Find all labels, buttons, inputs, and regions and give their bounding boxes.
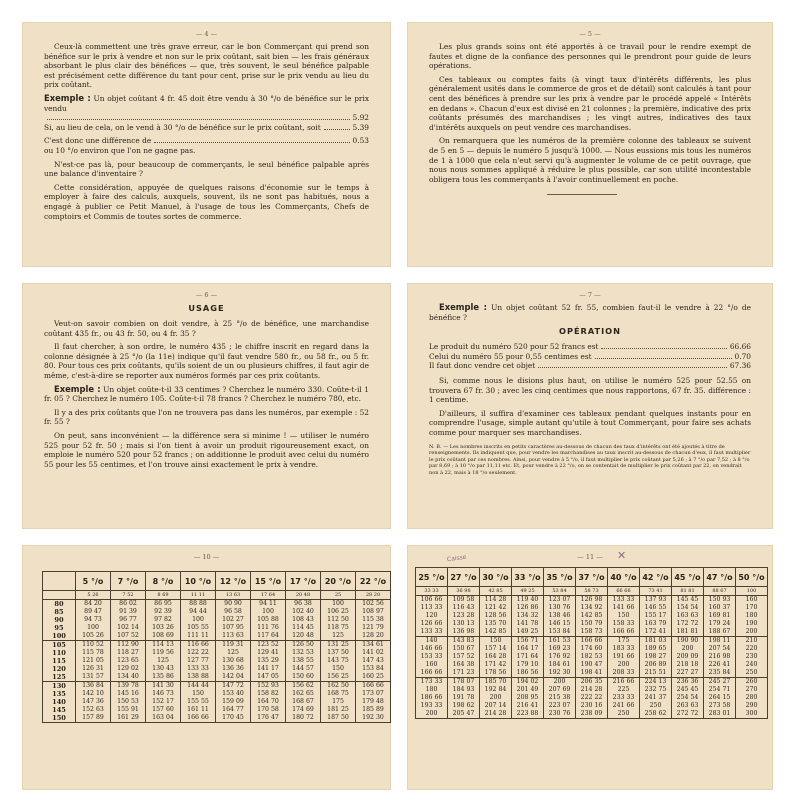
multiplier-cell: 42 85 bbox=[480, 587, 512, 596]
operation-value: 66.66 bbox=[729, 342, 751, 352]
operation-line: Il faut donc vendre cet objet bbox=[429, 361, 536, 371]
rate-header: 12 °/o bbox=[216, 572, 251, 591]
operation-value: 0.70 bbox=[734, 351, 751, 361]
multiplier-cell: 20 48 bbox=[286, 591, 321, 600]
example-text: Un objet coûte-t-il 33 centimes ? Cherchez le numéro 330. Coûte-t-il 1 fr. 05 ? Cherchez le numéro 105. Coûte-t-il 78 francs ? Cherchez le numéro 780, etc. bbox=[44, 384, 369, 404]
table-cell: 114 13 119 56 125 130 43 135 86 bbox=[146, 641, 181, 682]
multiplier-cell: 11 11 bbox=[181, 591, 216, 600]
multiplier-cell: 88 67 bbox=[704, 587, 736, 596]
page-4 bbox=[22, 22, 391, 267]
rate-header: 5 °/o bbox=[76, 572, 111, 591]
paragraph: Veut-on savoir combien on doit vendre, à 25 °/o de bénéfice, une marchandise coûtant 435 fr., ou 43 fr. 50, ou 4 fr. 35 ? bbox=[44, 319, 369, 338]
multiplier-cell: 17 64 bbox=[251, 591, 286, 600]
multiplier-cell: 58 73 bbox=[576, 587, 608, 596]
divider bbox=[547, 194, 617, 195]
table-cell: 181 03 189 65 198 27 206 89 215 51 bbox=[640, 637, 672, 678]
example-label: Exemple : bbox=[44, 92, 91, 103]
rate-header: 22 °/o bbox=[356, 572, 391, 591]
table-cell: 136 84 142 10 147 36 152 63 157 89 bbox=[76, 682, 111, 723]
rate-header: 35 °/o bbox=[544, 568, 576, 587]
rate-header: 40 °/o bbox=[608, 568, 640, 587]
table-cell: 86 02 91 39 96 77 102 14 107 52 bbox=[111, 600, 146, 641]
table-cell: 245 27 254 71 264 15 273 58 283 01 bbox=[704, 678, 736, 719]
multiplier-cell: 7 52 bbox=[111, 591, 146, 600]
page-number: — 6 — bbox=[195, 291, 218, 299]
table-cell: 84 20 89 47 94 73 100 105 26 bbox=[76, 600, 111, 641]
page-number: — 4 — bbox=[195, 30, 218, 38]
multiplier-cell: 8 69 bbox=[146, 591, 181, 600]
table-cell: 166 66 173 07 179 48 185 89 192 30 bbox=[356, 682, 391, 723]
page-number: — 10 — bbox=[193, 553, 220, 561]
table-cell: 137 93 146 55 155 17 163 79 172 41 bbox=[640, 596, 672, 637]
table-cell: 110 52 115 78 121 05 126 31 131 57 bbox=[76, 641, 111, 682]
table-cell: 86 95 92 39 97 82 103 26 108 69 bbox=[146, 600, 181, 641]
cost-number-cell: 105 110 115 120 125 bbox=[43, 641, 76, 682]
multiplier-cell: 28 20 bbox=[356, 591, 391, 600]
table-cell: 116 66 122 22 127 77 133 33 138 88 bbox=[181, 641, 216, 682]
table-cell: 161 53 169 23 176 92 184 61 192 30 bbox=[544, 637, 576, 678]
table-cell: 210 220 230 240 250 bbox=[736, 637, 768, 678]
rate-header: 17 °/o bbox=[286, 572, 321, 591]
table-cell: 185 70 192 84 200 207 14 214 28 bbox=[480, 678, 512, 719]
rate-header: 27 °/o bbox=[448, 568, 480, 587]
operation-line: Celui du numéro 55 pour 0,55 centimes est bbox=[429, 351, 592, 361]
table-cell: 114 28 121 42 128 56 135 70 142 85 bbox=[480, 596, 512, 637]
table-cell: 112 90 118 27 123 65 129 02 134 40 bbox=[111, 641, 146, 682]
example-text: Un objet coûtant 52 fr. 55, combien faut-il le vendre à 22 °/o de bénéfice ? bbox=[429, 303, 752, 322]
rate-header: 10 °/o bbox=[181, 572, 216, 591]
table-cell: 178 07 184 93 191 78 198 62 205 47 bbox=[448, 678, 480, 719]
table-cell: 145 45 154 54 163 63 172 72 181 81 bbox=[672, 596, 704, 637]
table-cell: 175 183 33 191 66 200 208 33 bbox=[608, 637, 640, 678]
calc-value: 0.53 bbox=[352, 136, 369, 146]
table-cell: 144 44 150 155 55 161 11 166 66 bbox=[181, 682, 216, 723]
rate-header: 42 °/o bbox=[640, 568, 672, 587]
page-number: — 5 — bbox=[579, 30, 601, 38]
paragraph: Ces tableaux ou comptes faits (à vingt taux d'intérêts différents, les plus généralement usités dans le commerce de gros et de détail) sont calculés à tant pour cent des bénéfices à prendre sur les prix à vendre par le procédé appelé « Intérêts en dedans ». Chacun d'eux est divisé en 21 colonnes ; la première, indicative des prix coûtants présumés des marchandises ; les vingt autres, indicatives des taux d'intérêts auxquels on peut vendre ces marchandises. bbox=[429, 74, 751, 132]
rate-header: 50 °/o bbox=[736, 568, 768, 587]
table-cell: 143 83 150 67 157 52 164 38 171 23 bbox=[448, 637, 480, 678]
multiplier-cell: 25 bbox=[321, 591, 356, 600]
calc-line: Si, au lieu de cela, on le vend à 30 °/o de bénéfice sur le prix coûtant, soit bbox=[44, 122, 321, 132]
table-cell: 152 93 158 82 164 70 170 58 176 47 bbox=[251, 682, 286, 723]
table-cell: 131 25 137 50 143 75 150 156 25 bbox=[321, 641, 356, 682]
table-cell: 147 72 153 40 159 09 164 77 170 45 bbox=[216, 682, 251, 723]
cost-number-cell: 80 85 90 95 100 bbox=[43, 600, 76, 641]
table-cell: 156 62 162 65 168 67 174 69 180 72 bbox=[286, 682, 321, 723]
table-cell: 224 13 232 75 241 37 250 258 62 bbox=[640, 678, 672, 719]
table-cell: 140 146 66 153 33 160 166 66 bbox=[416, 637, 448, 678]
page-number: — 11 — bbox=[577, 553, 603, 561]
rate-header: 15 °/o bbox=[251, 572, 286, 591]
table-cell: 123 52 129 41 135 29 141 17 147 05 bbox=[251, 641, 286, 682]
example-text: Un objet coûtant 4 fr. 45 doit être vendu à 30 °/o de bénéfice sur le prix vendu bbox=[44, 93, 369, 113]
table-cell: 94 11 100 105 88 111 76 117 64 bbox=[251, 600, 286, 641]
table-cell: 206 35 214 28 222 22 230 16 238 09 bbox=[576, 678, 608, 719]
footnote: N. B. — Les nombres inscrits en petits caractères au-dessous de chacun des taux d'intérêts ont été ajoutés à titre de renseignements. Ils indiquent que, pour vendre les marchandises au taux inscrit au-dessous de chacun d'eux, il faut multiplier le prix coûtant par ces nombres. Ainsi, pour vendre à 5 °/o, il faut multiplier le prix coûtant par 5,26 ; à 7 °/o par 7,52 ; à 8 °/o par 8,69 ; à 10 °/o par 11,11 etc. Et, pour vendre à 22 °/o, on se contentait de multiplier le prix coûtant par 22, on vendrait non à 22, mais à 18 °/o seulement. bbox=[429, 443, 751, 476]
paragraph: Ceux-là commettent une très grave erreur, car le bon Commerçant qui prend son bénéfice sur le prix à vendre et non sur le prix coûtant, sait bien — les frais généraux absorbant le plus clair des bénéfices — que, très souvent, le seul bénéfice palpable est précisément cette différence du tant pour cent, prise sur le prix vendu au lieu du prix coûtant. bbox=[44, 42, 369, 90]
table-cell: 119 31 125 130 68 136 36 142 04 bbox=[216, 641, 251, 682]
table-cell: 190 90 200 209 09 218 18 227 27 bbox=[672, 637, 704, 678]
paragraph: N'est-ce pas là, pour beaucoup de commerçants, le seul bénéfice palpable après une balance d'inventaire ? bbox=[44, 159, 369, 179]
table-cell: 160 170 180 190 200 bbox=[736, 596, 768, 637]
table-cell: 150 93 160 37 169 81 179 24 188 67 bbox=[704, 596, 736, 637]
table-cell: 106 66 113 33 120 126 66 133 33 bbox=[416, 596, 448, 637]
page-7 bbox=[407, 283, 773, 529]
multiplier-cell: 5 26 bbox=[76, 591, 111, 600]
example-label: Exemple : bbox=[54, 383, 101, 394]
example-value: 5.92 bbox=[352, 113, 369, 123]
rate-header: 30 °/o bbox=[480, 568, 512, 587]
table-cell: 126 98 134 92 142 85 150 79 158 73 bbox=[576, 596, 608, 637]
table-cell: 134 61 141 02 147 43 153 84 160 25 bbox=[356, 641, 391, 682]
table-cell: 133 33 141 66 150 158 33 166 66 bbox=[608, 596, 640, 637]
table-cell: 166 66 174 60 182 53 190 47 198 41 bbox=[576, 637, 608, 678]
handwritten-note: Caisse bbox=[446, 553, 467, 564]
paragraph: Il faut chercher, à son ordre, le numéro 435 ; le chiffre inscrit en regard dans la colonne désignée à 25 °/o (la 11e) indique qu'il faut vendre 580 fr., ou 58 fr., ou 5 fr. 80. Pour tous ces prix coûtants, qu'ils soient de un ou plusieurs chiffres, il faut agir de même, c'est-à-dire se reporter aux numéros formés par ces prix coûtants. bbox=[44, 342, 369, 380]
multiplier-cell: 100 bbox=[736, 587, 768, 596]
table-cell: 119 40 126 86 134 32 141 78 149 25 bbox=[512, 596, 544, 637]
rate-header: 47 °/o bbox=[704, 568, 736, 587]
rate-header: 45 °/o bbox=[672, 568, 704, 587]
multiplier-cell: 73 41 bbox=[640, 587, 672, 596]
table-cell: 200 207 69 215 38 223 07 230 76 bbox=[544, 678, 576, 719]
table-cell: 90 90 96 58 102 27 107 95 113 63 bbox=[216, 600, 251, 641]
example-row bbox=[44, 94, 369, 113]
calc-value: 5.39 bbox=[352, 122, 369, 132]
table-cell: 96 38 102 40 108 43 114 45 120 48 bbox=[286, 600, 321, 641]
rate-header: 8 °/o bbox=[146, 572, 181, 591]
paragraph: D'ailleurs, il suffira d'examiner ces tableaux pendant quelques instants pour en comprendre l'usage, simple autant qu'utile à tout Commerçant, pour faire ses achats comme pour marquer ses marchandises. bbox=[429, 408, 751, 437]
multiplier-cell: 33 33 bbox=[416, 587, 448, 596]
paragraph: Les plus grands soins ont été apportés à ce travail pour le rendre exempt de fautes et digne de la confiance des personnes qui le prendront pour guide de leurs opérations. bbox=[429, 42, 751, 71]
section-heading: USAGE bbox=[188, 303, 225, 313]
multiplier-cell: 81 81 bbox=[672, 587, 704, 596]
table-cell: 194 02 201 49 208 95 216 41 223 88 bbox=[512, 678, 544, 719]
table-cell: 216 66 225 233 33 241 66 250 bbox=[608, 678, 640, 719]
table-cell: 150 157 14 164 28 171 42 178 56 bbox=[480, 637, 512, 678]
multiplier-cell: 13 63 bbox=[216, 591, 251, 600]
calc-line: ou 10 °/o environ que l'on ne gagne pas. bbox=[44, 145, 196, 155]
example-label: Exemple : bbox=[439, 302, 488, 312]
paragraph: Il y a des prix coûtants que l'on ne trouvera pas dans les numéros, par exemple : 52 fr. 55 ? bbox=[44, 407, 369, 427]
rate-header: 7 °/o bbox=[111, 572, 146, 591]
corner-cell bbox=[43, 572, 76, 591]
cost-number-cell: 130 135 140 145 150 bbox=[43, 682, 76, 723]
paragraph: Cette considération, appuyée de quelques raisons d'économie sur le temps à employer à faire des calculs, auxquels, souvent, ils ne sont pas habitués, nous a engagé à publier ce Petit Manuel, à l'usage de tous les Commerçants, Chefs de comptoirs et Commis de toutes sortes de commerce. bbox=[44, 182, 369, 221]
rate-header: 20 °/o bbox=[321, 572, 356, 591]
table-cell: 141 30 146 73 152 17 157 60 163 04 bbox=[146, 682, 181, 723]
table-cell: 126 50 132 53 138 55 144 57 150 60 bbox=[286, 641, 321, 682]
multiplier-cell: 49 25 bbox=[512, 587, 544, 596]
table-cell: 260 270 280 290 300 bbox=[736, 678, 768, 719]
rate-header: 25 °/o bbox=[416, 568, 448, 587]
handwritten-mark: ✕ bbox=[617, 549, 627, 562]
page-11 bbox=[407, 545, 773, 790]
table-cell: 236 36 245 45 254 54 263 63 272 72 bbox=[672, 678, 704, 719]
table-cell: 102 56 108 97 115 38 121 79 128 20 bbox=[356, 600, 391, 641]
multiplier-cell: 53 84 bbox=[544, 587, 576, 596]
multiplier-cell: 36 98 bbox=[448, 587, 480, 596]
rate-table bbox=[42, 571, 391, 723]
table-cell: 139 78 145 16 150 53 155 91 161 29 bbox=[111, 682, 146, 723]
table-cell: 109 58 116 43 123 28 130 13 136 98 bbox=[448, 596, 480, 637]
paragraph: Si, comme nous le disions plus haut, on utilise le numéro 525 pour 52.55 on trouvera 67 fr. 30 ; avec les cinq centimes que nous rapportons, 67 fr. 35. différence : 1 centime. bbox=[429, 375, 751, 405]
table-cell: 123 07 130 76 138 46 146 15 153 84 bbox=[544, 596, 576, 637]
table-cell: 88 88 94 44 100 105 55 111 11 bbox=[181, 600, 216, 641]
paragraph: On remarquera que les numéros de la première colonne des tableaux se suivent de 5 en 5 — depuis le numéro 5 jusqu'à 1000. — Nous eussions mis tous les numéros de 1 à 1000 que cela n'eut servi qu'à augmenter le volume de ce petit ouvrage, que nous nous sommes appliqué à réduire le plus possible, car son utilité incontestable obligera tous les commerçants à l'avoir continuellement en poche. bbox=[429, 136, 751, 184]
page-5 bbox=[407, 22, 773, 267]
operation-value: 67.36 bbox=[729, 361, 751, 371]
rate-table bbox=[415, 567, 768, 719]
table-cell: 198 11 207 54 216 98 226 41 235 84 bbox=[704, 637, 736, 678]
table-cell: 100 106 25 112 50 118 75 125 bbox=[321, 600, 356, 641]
rate-header: 37 °/o bbox=[576, 568, 608, 587]
page-number: — 7 — bbox=[579, 291, 601, 299]
page-10 bbox=[22, 545, 391, 790]
table-cell: 162 50 168 75 175 181 25 187 50 bbox=[321, 682, 356, 723]
paragraph: On peut, sans inconvénient — la différence sera si minime ! — utiliser le numéro 525 pour 52 fr. 50 ; mais si l'on tient à avoir un produit rigoureusement exact, on emploie le numéro 520 pour 52 francs ; on additionne le produit avec celui du numéro 55 pour les 55 centimes, et l'on trouve ainsi exactement le prix à vendre. bbox=[44, 430, 369, 469]
multiplier-cell: 66 66 bbox=[608, 587, 640, 596]
calc-line: C'est donc une différence de bbox=[44, 136, 152, 146]
page-6 bbox=[22, 283, 391, 529]
rate-header: 33 °/o bbox=[512, 568, 544, 587]
table-cell: 173 33 180 186 66 193 33 200 bbox=[416, 678, 448, 719]
operation-line: Le produit du numéro 520 pour 52 francs est bbox=[429, 342, 599, 352]
section-heading: OPÉRATION bbox=[558, 326, 621, 337]
table-cell: 156 71 164 17 171 64 179 10 186 56 bbox=[512, 637, 544, 678]
